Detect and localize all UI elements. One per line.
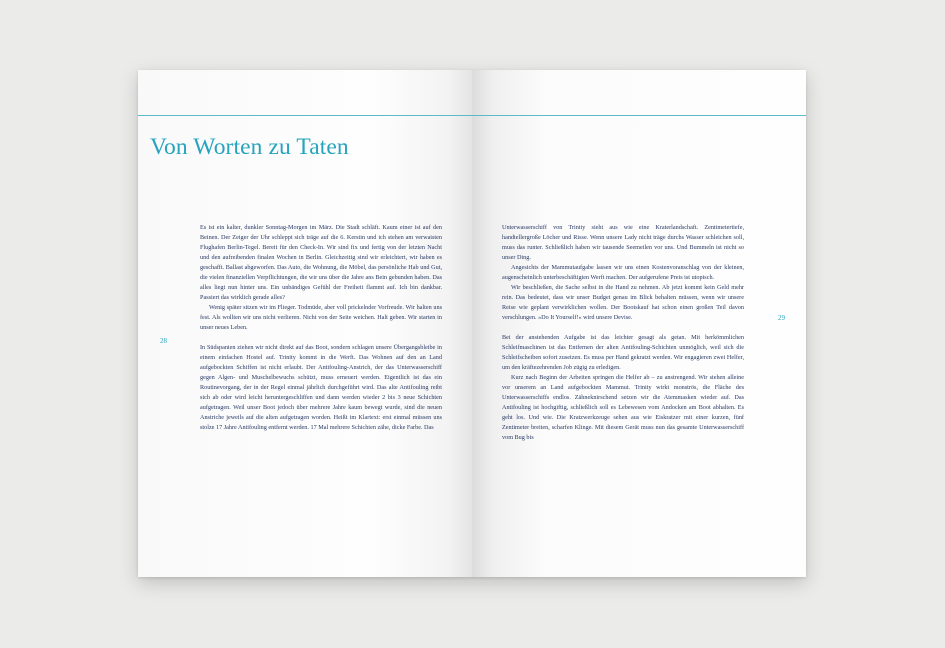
right-text-column	[502, 223, 744, 443]
paragraph: Wenig später sitzen wir im Flieger. Todmüde, aber voll prickelnder Vorfreude. Wir halten uns fest. Als wollten wir uns nicht verlieren. Nicht von der Seite weichen. Halt geben. Wir starten in unser neues Leben.	[200, 304, 442, 331]
paragraph: Kurz nach Beginn der Arbeiten springen die Helfer ab – zu anstrengend. Wir stehen alleine vor unserem an Land aufgebockten Mammut. Trinity wirkt monströs, die Fläche des Unterwasserschiffs endlos. Zähneknirschend setzen wir die Atemmasken wieder auf. Das Antifouling ist hochgiftig, schließlich soll es Lebewesen vom Andocken am Boot abhalten. Es geht los. Und wie. Die Kratzwerkzeuge sehen aus wie Eiskratzer mit einer kurzen, fünf Zentimeter breiten, scharfen Klinge. Mit diesem Gerät muss nun das gesamte Unterwasserschiff vom Bug bis	[502, 374, 744, 441]
header-rule	[472, 115, 806, 116]
paragraph: Angesichts der Mammutaufgabe lassen wir uns einen Kostenvoranschlag von der kleinen, augenscheinlich unterbeschäftigten Werft machen. Der aufgerufene Preis ist utopisch.	[502, 264, 744, 281]
paragraph: Bei der anstehenden Aufgabe ist das leichter gesagt als getan. Mit herkömmlichen Schleifmaschinen ist das Entfernen der alten Antifouling-Schichten unmöglich, weil sich die Schleifscheiben sofort zusetzen. Es muss per Hand gekratzt werden. Wir engagieren zwei Helfer, um den kräftezehrenden Job zügig zu erledigen.	[502, 334, 744, 371]
paragraph: Es ist ein kalter, dunkler Sonntag-Morgen im März. Die Stadt schläft. Kaum einer ist auf den Beinen. Der Zeiger der Uhr schleppt sich träge auf die 6. Kerstin und ich stehen am verwaisten Flughafen Berlin-Tegel. Bereit für den Check-In. Wir sind fix und fertig von der letzten Nacht und den aufreibenden finalen Wochen in Berlin. Gleichzeitig sind wir erleichtert, wir haben es geschafft. Ballast abgeworfen. Das Auto, die Wohnung, die Möbel, das persönliche Hab und Gut, die vielen finanziellen Verpflichtungen, die wir uns über die Jahre ans Bein gebunden haben. Das alles liegt nun hinter uns. Ein unbändiges Gefühl der Freiheit flammt auf. Ich bin dankbar. Passiert das wirklich gerade alles?	[200, 224, 442, 301]
right-page	[472, 70, 806, 577]
page-number-left: 28	[160, 337, 167, 345]
left-page	[138, 70, 472, 577]
page-number-right: 29	[778, 314, 785, 322]
paragraph: Wir beschließen, die Sache selbst in die Hand zu nehmen. Ab jetzt kommt kein Geld mehr rein. Das bedeutet, dass wir unser Budget genau im Blick behalten müssen, wenn wir unsere Reise wie geplant verwirklichen wollen. Der Bootskauf hat schon einen großen Teil davon verschlungen. »Do It Yourself!« wird unsere Devise.	[502, 284, 744, 321]
open-book	[138, 70, 806, 577]
left-text-column	[200, 223, 442, 433]
paragraph: Unterwasserschiff von Trinity sieht aus wie eine Kraterlandschaft. Zentimetertiefe, handtellergroße Löcher und Risse. Wenn unsere Lady nicht träge durchs Wasser schleichen soll, muss das runter. Schließlich haben wir tausende Seemeilen vor uns. Und Bummeln ist nicht so unser Ding.	[502, 224, 744, 261]
chapter-title: Von Worten zu Taten	[150, 133, 349, 160]
paragraph: In Südspanien ziehen wir nicht direkt auf das Boot, sondern schlagen unsere Übergangsbleibe in einem einfachen Hostel auf. Trinity kommt in die Werft. Das Wohnen auf den an Land aufgebockten Schiffen ist nicht erlaubt. Der Antifouling-Anstrich, der das Unterwasserschiff gegen Algen- und Muschelbewuchs schützt, muss erneuert werden. Eigentlich ist das ein Routinevorgang, der in der Regel einmal jährlich durchgeführt wird. Das alte Antifouling reibt sich ab oder wird leicht heruntergeschliffen und dann werden wieder 2 bis 3 neue Schichten aufgetragen. Weil unser Boot jedoch über mehrere Jahre kaum bewegt wurde, sind die neuen Anstriche jeweils auf die alten aufgetragen worden. Heißt im Klartext: erst einmal müssen uns stolze 17 Jahre Antifouling entfernt werden. 17 Mal mehrere Schichten zähe, dicke Farbe. Das	[200, 344, 442, 431]
header-rule	[138, 115, 472, 116]
